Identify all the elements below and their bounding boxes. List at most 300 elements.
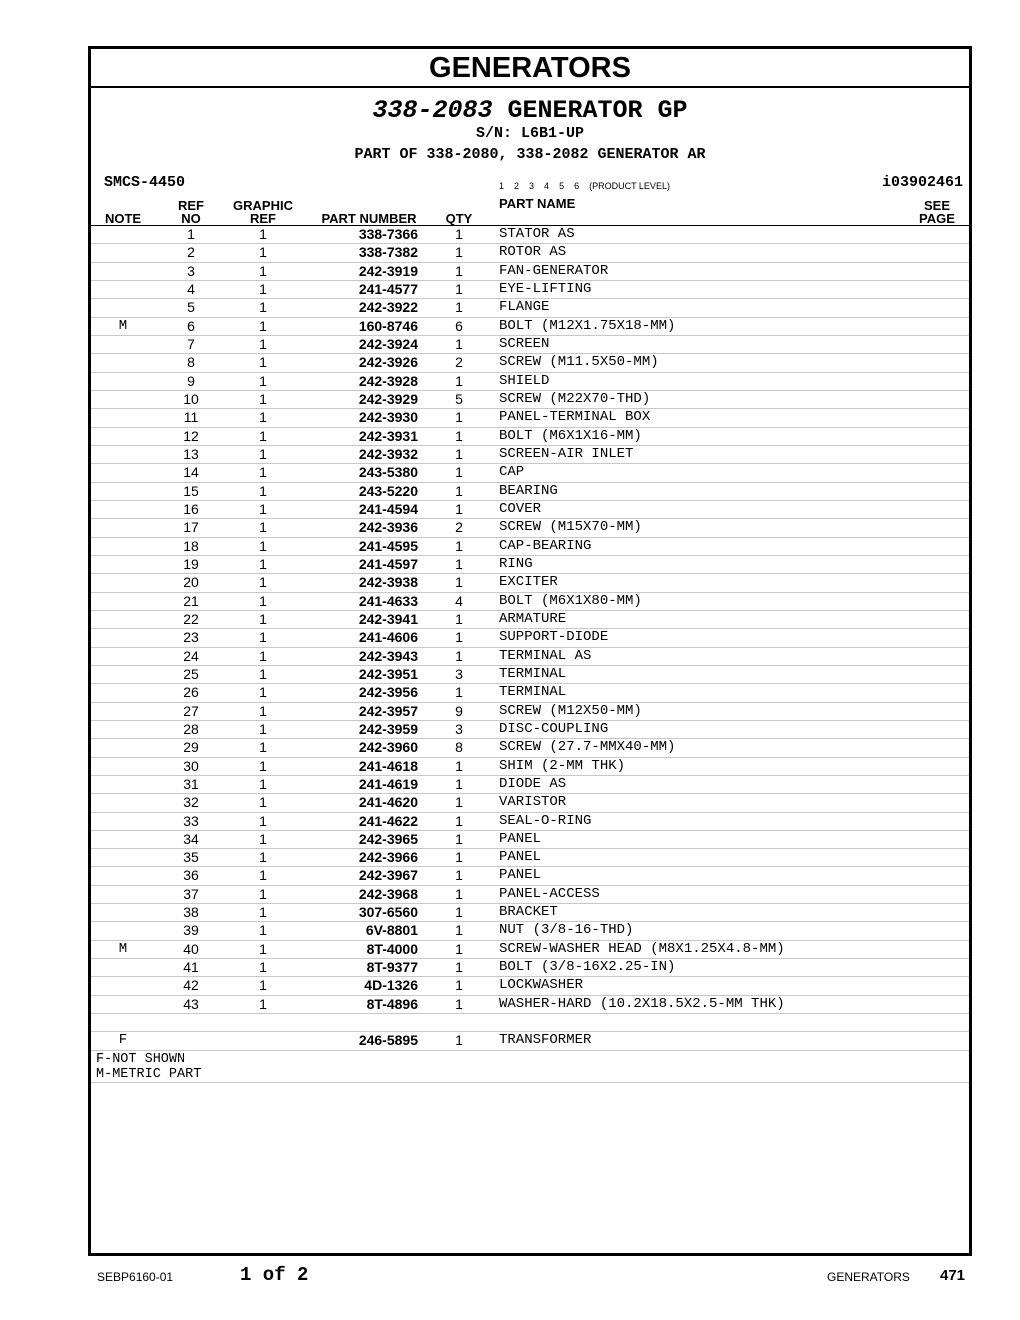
row-graphic-ref: 1 (259, 592, 267, 609)
group-number: 338-2083 (372, 96, 493, 125)
row-ref-no: 28 (183, 720, 199, 737)
group-header (91, 88, 969, 213)
row-ref-no: 11 (183, 409, 199, 426)
row-ref-no: 32 (183, 794, 199, 811)
row-ref-no: 29 (183, 739, 199, 756)
table-row (91, 758, 969, 776)
col-see-bottom: PAGE (919, 211, 955, 226)
row-graphic-ref: 1 (259, 757, 267, 774)
row-qty: 1 (455, 335, 463, 352)
row-graphic-ref: 1 (259, 445, 267, 462)
row-ref-no: 9 (187, 372, 195, 389)
col-see-top: SEE (923, 198, 950, 213)
row-ref-no: 30 (183, 757, 199, 774)
row-part-name: DIODE AS (499, 775, 567, 792)
row-note: F (118, 1032, 128, 1049)
row-part-number: 241-4606 (358, 629, 418, 646)
row-part-number: 241-4620 (358, 794, 418, 811)
row-part-number: 246-5895 (358, 1032, 418, 1049)
row-qty: 1 (455, 684, 463, 701)
table-row (91, 611, 969, 629)
row-qty: 1 (455, 537, 463, 554)
row-ref-no: 26 (183, 684, 199, 701)
table-row (91, 922, 969, 940)
row-qty: 1 (455, 482, 463, 499)
row-ref-no: 23 (183, 629, 199, 646)
table-row (91, 519, 969, 537)
col-graphic-top: GRAPHIC (233, 198, 293, 213)
row-qty: 9 (455, 702, 463, 719)
row-part-name: BOLT (M12X1.75X18-MM) (499, 317, 676, 334)
table-row (91, 721, 969, 739)
row-graphic-ref: 1 (259, 409, 267, 426)
row-part-number: 8T-9377 (366, 959, 418, 976)
table-row (91, 464, 969, 482)
row-part-name: TERMINAL (499, 684, 567, 701)
row-part-number: 242-3931 (358, 427, 418, 444)
row-part-number: 242-3966 (358, 849, 418, 866)
col-part-name: PART NAME (499, 196, 576, 211)
row-part-number: 242-3924 (358, 335, 418, 352)
row-part-name: SUPPORT-DIODE (499, 629, 609, 646)
footer-doc-id: SEBP6160-01 (97, 1270, 174, 1284)
row-qty: 1 (455, 647, 463, 664)
table-row (91, 776, 969, 794)
product-level-scale (499, 181, 680, 191)
table-row (91, 556, 969, 574)
row-part-number: 241-4597 (358, 555, 418, 572)
product-level-3: 3 (529, 181, 535, 191)
row-part-name: SCREEN (499, 335, 550, 352)
serial-number: S/N: L6B1-UP (475, 125, 585, 142)
row-part-number: 4D-1326 (364, 977, 418, 994)
row-qty: 1 (455, 555, 463, 572)
row-qty: 1 (455, 299, 463, 316)
row-part-number: 241-4577 (358, 280, 418, 297)
row-part-name: FAN-GENERATOR (499, 262, 609, 279)
row-part-number: 243-5220 (358, 482, 418, 499)
row-part-name: SCREEN-AIR INLET (499, 445, 634, 462)
col-ref-top: REF (178, 198, 204, 213)
row-part-name: NUT (3/8-16-THD) (499, 922, 634, 939)
row-part-number: 241-4618 (358, 757, 418, 774)
footer-page-number: 471 (940, 1267, 966, 1284)
row-graphic-ref: 1 (259, 885, 267, 902)
row-graphic-ref: 1 (259, 226, 267, 242)
row-graphic-ref: 1 (259, 629, 267, 646)
row-graphic-ref: 1 (259, 262, 267, 279)
row-ref-no: 39 (183, 922, 199, 939)
row-part-number: 243-5380 (358, 464, 418, 481)
col-graphic-bottom: REF (250, 211, 276, 226)
row-part-number: 160-8746 (358, 317, 418, 334)
row-ref-no: 20 (183, 574, 199, 591)
row-part-name: LOCKWASHER (499, 977, 584, 994)
row-part-number: 242-3968 (358, 885, 418, 902)
row-qty: 1 (455, 959, 463, 976)
row-qty: 1 (455, 629, 463, 646)
row-graphic-ref: 1 (259, 794, 267, 811)
row-part-number: 242-3956 (358, 684, 418, 701)
row-ref-no: 41 (183, 959, 199, 976)
table-row (91, 1032, 969, 1050)
row-qty: 6 (455, 317, 463, 334)
product-level-4: 4 (544, 181, 550, 191)
row-part-number: 242-3919 (358, 262, 418, 279)
row-part-name: VARISTOR (499, 794, 567, 811)
row-part-number: 242-3926 (358, 354, 418, 371)
row-part-name: SHIELD (499, 372, 550, 389)
table-row (91, 483, 969, 501)
row-graphic-ref: 1 (259, 280, 267, 297)
row-qty: 1 (455, 610, 463, 627)
row-part-number: 241-4622 (358, 812, 418, 829)
table-row (91, 886, 969, 904)
row-ref-no: 15 (183, 482, 199, 499)
row-part-name: EXCITER (499, 574, 558, 591)
table-row (91, 1014, 969, 1032)
table-row (91, 263, 969, 281)
row-ref-no: 42 (183, 977, 199, 994)
table-row (91, 648, 969, 666)
row-part-name: SCREW (M12X50-MM) (499, 702, 642, 719)
table-row (91, 244, 969, 262)
row-part-name: SEAL-O-RING (499, 812, 592, 829)
row-part-name: BEARING (499, 482, 558, 499)
row-qty: 2 (455, 354, 463, 371)
row-part-name: PANEL-ACCESS (499, 885, 600, 902)
row-graphic-ref: 1 (259, 555, 267, 572)
notes-legend (96, 1052, 201, 1082)
row-ref-no: 27 (183, 702, 199, 719)
row-qty: 1 (455, 372, 463, 389)
row-part-name: TERMINAL (499, 665, 567, 682)
row-graphic-ref: 1 (259, 665, 267, 682)
row-graphic-ref: 1 (259, 830, 267, 847)
table-row (91, 849, 969, 867)
col-ref-bottom: NO (181, 211, 201, 226)
row-part-number: 242-3922 (358, 299, 418, 316)
row-qty: 1 (455, 574, 463, 591)
note-not-shown: F-NOT SHOWN (96, 1052, 186, 1068)
row-graphic-ref: 1 (259, 959, 267, 976)
table-row (91, 446, 969, 464)
table-row (91, 336, 969, 354)
row-graphic-ref: 1 (259, 519, 267, 536)
table-row (91, 739, 969, 757)
row-part-name: BOLT (M6X1X80-MM) (499, 592, 642, 609)
row-part-name: EYE-LIFTING (499, 280, 592, 297)
row-qty: 8 (455, 739, 463, 756)
row-graphic-ref: 1 (259, 702, 267, 719)
row-part-number: 242-3965 (358, 830, 418, 847)
row-part-name: PANEL (499, 830, 542, 847)
row-part-name: COVER (499, 500, 542, 517)
table-row (91, 574, 969, 592)
row-part-name: SCREW (M22X70-THD) (499, 390, 651, 407)
row-graphic-ref: 1 (259, 739, 267, 756)
row-graphic-ref: 1 (259, 922, 267, 939)
row-part-number: 241-4594 (358, 500, 418, 517)
row-qty: 1 (455, 904, 463, 921)
footer-page-of: 1 of 2 (240, 1264, 309, 1286)
row-graphic-ref: 1 (259, 390, 267, 407)
parts-table (91, 225, 969, 1051)
table-row (91, 354, 969, 372)
row-ref-no: 40 (183, 940, 199, 957)
row-ref-no: 36 (183, 867, 199, 884)
parts-list-frame (88, 46, 972, 1256)
row-qty: 5 (455, 390, 463, 407)
row-ref-no: 10 (183, 390, 199, 407)
section-title: GENERATORS (91, 49, 969, 88)
row-ref-no: 5 (187, 299, 195, 316)
part-of-line: PART OF 338-2080, 338-2082 GENERATOR AR (354, 146, 706, 163)
smcs-code: SMCS-4450 (104, 174, 186, 191)
row-ref-no: 24 (183, 647, 199, 664)
row-part-name: BOLT (3/8-16X2.25-IN) (499, 959, 676, 976)
row-part-name: SCREW (27.7-MMX40-MM) (499, 739, 676, 756)
row-qty: 1 (455, 445, 463, 462)
row-graphic-ref: 1 (259, 812, 267, 829)
row-graphic-ref: 1 (259, 427, 267, 444)
row-ref-no: 7 (187, 335, 195, 352)
row-graphic-ref: 1 (259, 720, 267, 737)
col-part-number: PART NUMBER (321, 211, 417, 226)
row-qty: 1 (455, 885, 463, 902)
row-ref-no: 1 (187, 226, 195, 242)
group-title (91, 96, 969, 125)
row-ref-no: 17 (183, 519, 199, 536)
row-part-number: 241-4595 (358, 537, 418, 554)
row-qty: 2 (455, 519, 463, 536)
row-qty: 1 (455, 812, 463, 829)
row-part-number: 242-3959 (358, 720, 418, 737)
note-metric-part: M-METRIC PART (96, 1067, 202, 1083)
row-part-name: ROTOR AS (499, 244, 567, 261)
row-ref-no: 16 (183, 500, 199, 517)
row-qty: 1 (455, 1032, 463, 1049)
table-row (91, 629, 969, 647)
row-graphic-ref: 1 (259, 335, 267, 352)
row-part-number: 8T-4896 (366, 995, 418, 1012)
row-part-name: TRANSFORMER (499, 1032, 592, 1049)
row-part-number: 242-3936 (358, 519, 418, 536)
row-part-name: SCREW (M15X70-MM) (499, 519, 642, 536)
row-ref-no: 13 (183, 445, 199, 462)
row-graphic-ref: 1 (259, 775, 267, 792)
table-row (91, 977, 969, 995)
product-level-5: 5 (559, 181, 565, 191)
row-qty: 1 (455, 995, 463, 1012)
row-part-name: BOLT (M6X1X16-MM) (499, 427, 642, 444)
row-part-name: ARMATURE (499, 610, 567, 627)
row-graphic-ref: 1 (259, 482, 267, 499)
table-row (91, 996, 969, 1014)
footer-section: GENERATORS (827, 1270, 910, 1284)
row-qty: 1 (455, 427, 463, 444)
row-qty: 4 (455, 592, 463, 609)
row-qty: 1 (455, 922, 463, 939)
product-level-label: (PRODUCT LEVEL) (589, 181, 670, 191)
row-graphic-ref: 1 (259, 849, 267, 866)
row-qty: 1 (455, 262, 463, 279)
table-row (91, 538, 969, 556)
row-graphic-ref: 1 (259, 647, 267, 664)
product-level-2: 2 (514, 181, 520, 191)
row-part-number: 242-3928 (358, 372, 418, 389)
row-graphic-ref: 1 (259, 354, 267, 371)
row-part-number: 338-7382 (358, 244, 418, 261)
row-graphic-ref: 1 (259, 372, 267, 389)
row-graphic-ref: 1 (259, 940, 267, 957)
row-part-name: SCREW (M11.5X50-MM) (499, 354, 659, 371)
row-part-number: 242-3929 (358, 390, 418, 407)
row-part-number: 242-3943 (358, 647, 418, 664)
row-qty: 1 (455, 500, 463, 517)
row-part-number: 241-4619 (358, 775, 418, 792)
row-graphic-ref: 1 (259, 464, 267, 481)
row-qty: 1 (455, 775, 463, 792)
row-graphic-ref: 1 (259, 244, 267, 261)
table-row (91, 867, 969, 885)
row-ref-no: 38 (183, 904, 199, 921)
row-graphic-ref: 1 (259, 904, 267, 921)
row-qty: 1 (455, 280, 463, 297)
table-row (91, 684, 969, 702)
row-part-name: CAP (499, 464, 525, 481)
row-part-name: PANEL (499, 849, 542, 866)
row-ref-no: 35 (183, 849, 199, 866)
row-qty: 1 (455, 244, 463, 261)
row-qty: 1 (455, 867, 463, 884)
table-row (91, 299, 969, 317)
row-ref-no: 6 (187, 317, 195, 334)
row-part-number: 242-3932 (358, 445, 418, 462)
row-part-number: 242-3930 (358, 409, 418, 426)
row-qty: 1 (455, 849, 463, 866)
row-ref-no: 18 (183, 537, 199, 554)
table-row (91, 941, 969, 959)
row-qty: 1 (455, 940, 463, 957)
row-part-number: 242-3960 (358, 739, 418, 756)
table-row (91, 794, 969, 812)
row-part-name: TERMINAL AS (499, 647, 592, 664)
row-qty: 1 (455, 977, 463, 994)
row-part-number: 242-3951 (358, 665, 418, 682)
row-part-number: 242-3938 (358, 574, 418, 591)
row-graphic-ref: 1 (259, 867, 267, 884)
row-part-number: 307-6560 (358, 904, 418, 921)
row-ref-no: 31 (183, 775, 199, 792)
row-graphic-ref: 1 (259, 537, 267, 554)
row-part-number: 8T-4000 (366, 940, 418, 957)
table-row (91, 813, 969, 831)
row-ref-no: 3 (187, 262, 195, 279)
row-part-name: BRACKET (499, 904, 558, 921)
product-level-6: 6 (574, 181, 580, 191)
row-qty: 1 (455, 226, 463, 242)
row-ref-no: 12 (183, 427, 199, 444)
row-graphic-ref: 1 (259, 610, 267, 627)
col-qty: QTY (445, 211, 473, 226)
row-ref-no: 4 (187, 280, 195, 297)
row-part-name: PANEL-TERMINAL BOX (499, 409, 651, 426)
row-part-number: 242-3941 (358, 610, 418, 627)
table-row (91, 959, 969, 977)
table-row (91, 501, 969, 519)
table-row (91, 391, 969, 409)
table-row (91, 831, 969, 849)
table-row (91, 703, 969, 721)
row-part-number: 242-3957 (358, 702, 418, 719)
row-note: M (118, 317, 128, 334)
row-qty: 1 (455, 757, 463, 774)
row-part-number: 6V-8801 (365, 922, 418, 939)
row-ref-no: 25 (183, 665, 199, 682)
row-part-name: SHIM (2-MM THK) (499, 757, 626, 774)
row-part-number: 242-3967 (358, 867, 418, 884)
row-part-name: PANEL (499, 867, 542, 884)
row-ref-no: 21 (183, 592, 199, 609)
table-row (91, 409, 969, 427)
table-row (91, 318, 969, 336)
row-ref-no: 33 (183, 812, 199, 829)
row-qty: 3 (455, 720, 463, 737)
product-level-1: 1 (499, 181, 505, 191)
group-name: GENERATOR GP (507, 96, 688, 125)
document-ident: i03902461 (881, 174, 963, 191)
row-part-name: FLANGE (499, 299, 550, 316)
row-ref-no: 43 (183, 995, 199, 1012)
row-part-number: 338-7366 (358, 226, 418, 242)
row-part-name: RING (499, 555, 533, 572)
row-ref-no: 8 (187, 354, 195, 371)
row-qty: 1 (455, 409, 463, 426)
row-qty: 1 (455, 464, 463, 481)
row-qty: 3 (455, 665, 463, 682)
table-row (91, 281, 969, 299)
table-row (91, 904, 969, 922)
row-qty: 1 (455, 830, 463, 847)
row-ref-no: 22 (183, 610, 199, 627)
row-graphic-ref: 1 (259, 574, 267, 591)
table-row (91, 373, 969, 391)
row-ref-no: 19 (183, 555, 199, 572)
row-qty: 1 (455, 794, 463, 811)
row-graphic-ref: 1 (259, 684, 267, 701)
row-part-name: STATOR AS (499, 226, 575, 242)
row-ref-no: 2 (187, 244, 195, 261)
table-row (91, 593, 969, 611)
row-part-name: DISC-COUPLING (499, 720, 609, 737)
row-part-name: CAP-BEARING (499, 537, 592, 554)
row-part-name: SCREW-WASHER HEAD (M8X1.25X4.8-MM) (499, 940, 785, 957)
row-graphic-ref: 1 (259, 977, 267, 994)
row-ref-no: 14 (183, 464, 199, 481)
col-note: NOTE (104, 211, 142, 226)
row-graphic-ref: 1 (259, 995, 267, 1012)
row-ref-no: 34 (183, 830, 199, 847)
table-row (91, 226, 969, 244)
row-graphic-ref: 1 (259, 299, 267, 316)
row-ref-no: 37 (183, 885, 199, 902)
row-part-number: 241-4633 (358, 592, 418, 609)
table-row (91, 428, 969, 446)
row-note: M (118, 940, 128, 957)
row-part-name: WASHER-HARD (10.2X18.5X2.5-MM THK) (499, 995, 785, 1012)
row-graphic-ref: 1 (259, 317, 267, 334)
